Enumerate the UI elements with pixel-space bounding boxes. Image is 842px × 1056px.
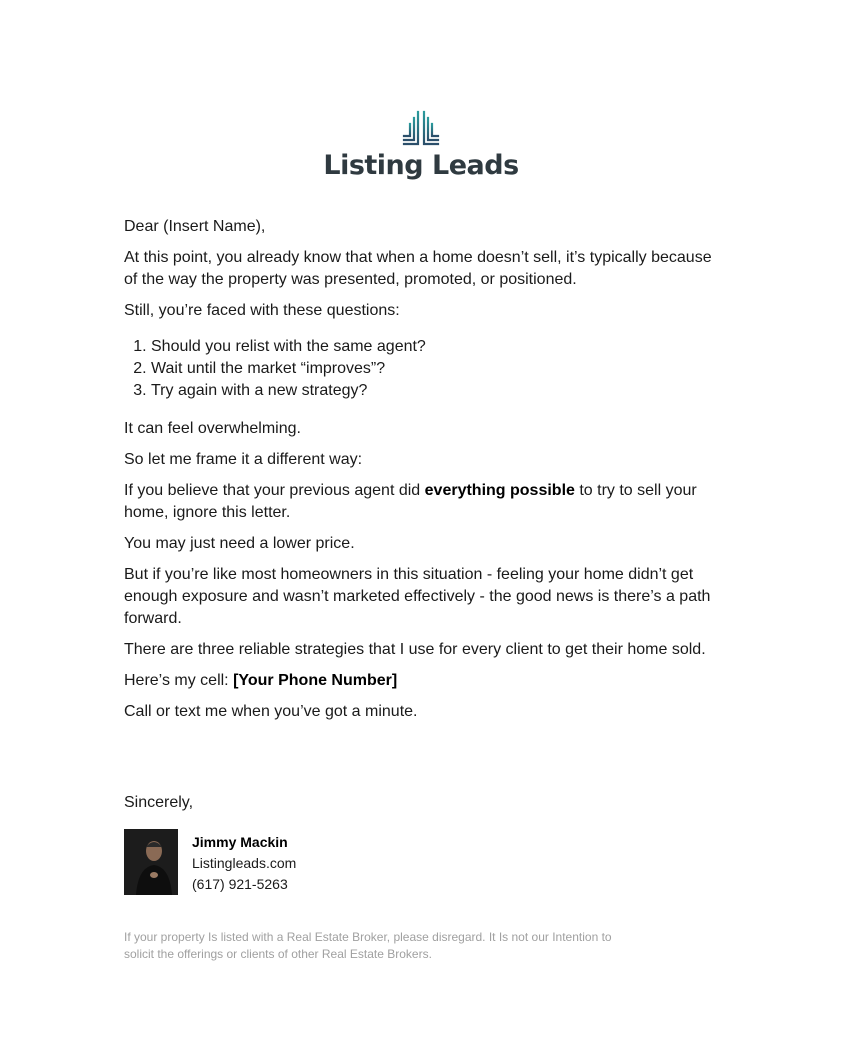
paragraph — [124, 480, 714, 524]
sender-phone: (617) 921-5263 — [192, 876, 288, 892]
paragraph: So let me frame it a different way: — [124, 451, 363, 468]
paragraph: Still, you’re faced with these questions: — [124, 302, 400, 319]
logo-text: Listing Leads — [323, 150, 519, 181]
paragraph: You may just need a lower price. — [124, 535, 355, 552]
sender-website[interactable]: Listingleads.com — [192, 855, 297, 871]
list-item: 3. Try again with a new strategy? — [151, 380, 714, 402]
list-item: 1. Should you relist with the same agent? — [151, 336, 714, 358]
text-run: If you believe that your previous agent did — [124, 482, 425, 499]
letter-body — [124, 216, 714, 732]
signature-info — [192, 832, 296, 895]
text-run: to try to sell your home, ignore this letter. — [124, 482, 697, 521]
paragraph: It can feel overwhelming. — [124, 420, 301, 437]
paragraph: At this point, you already know that when a home doesn’t sell, it’s typically because of the way the property was presented, promoted, or positioned. — [124, 249, 712, 288]
logo — [0, 110, 842, 181]
avatar — [124, 829, 178, 895]
sign-off: Sincerely, — [124, 794, 194, 811]
disclaimer: If your property Is listed with a Real Estate Broker, please disregard. It Is not our Intention to solicit the offerings or clients of other Real Estate Brokers. — [124, 930, 612, 961]
listing-leads-logo-icon — [401, 110, 441, 146]
paragraph — [124, 670, 714, 692]
text-run: Here’s my cell: — [124, 672, 234, 689]
questions-list — [124, 336, 714, 402]
person-photo-icon — [124, 829, 178, 895]
greeting: Dear (Insert Name), — [124, 218, 266, 235]
paragraph: There are three reliable strategies that I use for every client to get their home sold. — [124, 641, 706, 658]
sender-name: Jimmy Mackin — [192, 834, 288, 850]
paragraph: Call or text me when you’ve got a minute. — [124, 703, 418, 720]
bold-text: everything possible — [424, 482, 575, 499]
paragraph: But if you’re like most homeowners in this situation - feeling your home didn’t get enough exposure and wasn’t marketed effectively - the good news is there’s a path forward. — [124, 566, 711, 627]
phone-placeholder: [Your Phone Number] — [233, 672, 398, 689]
list-item: 2. Wait until the market “improves”? — [151, 358, 714, 380]
